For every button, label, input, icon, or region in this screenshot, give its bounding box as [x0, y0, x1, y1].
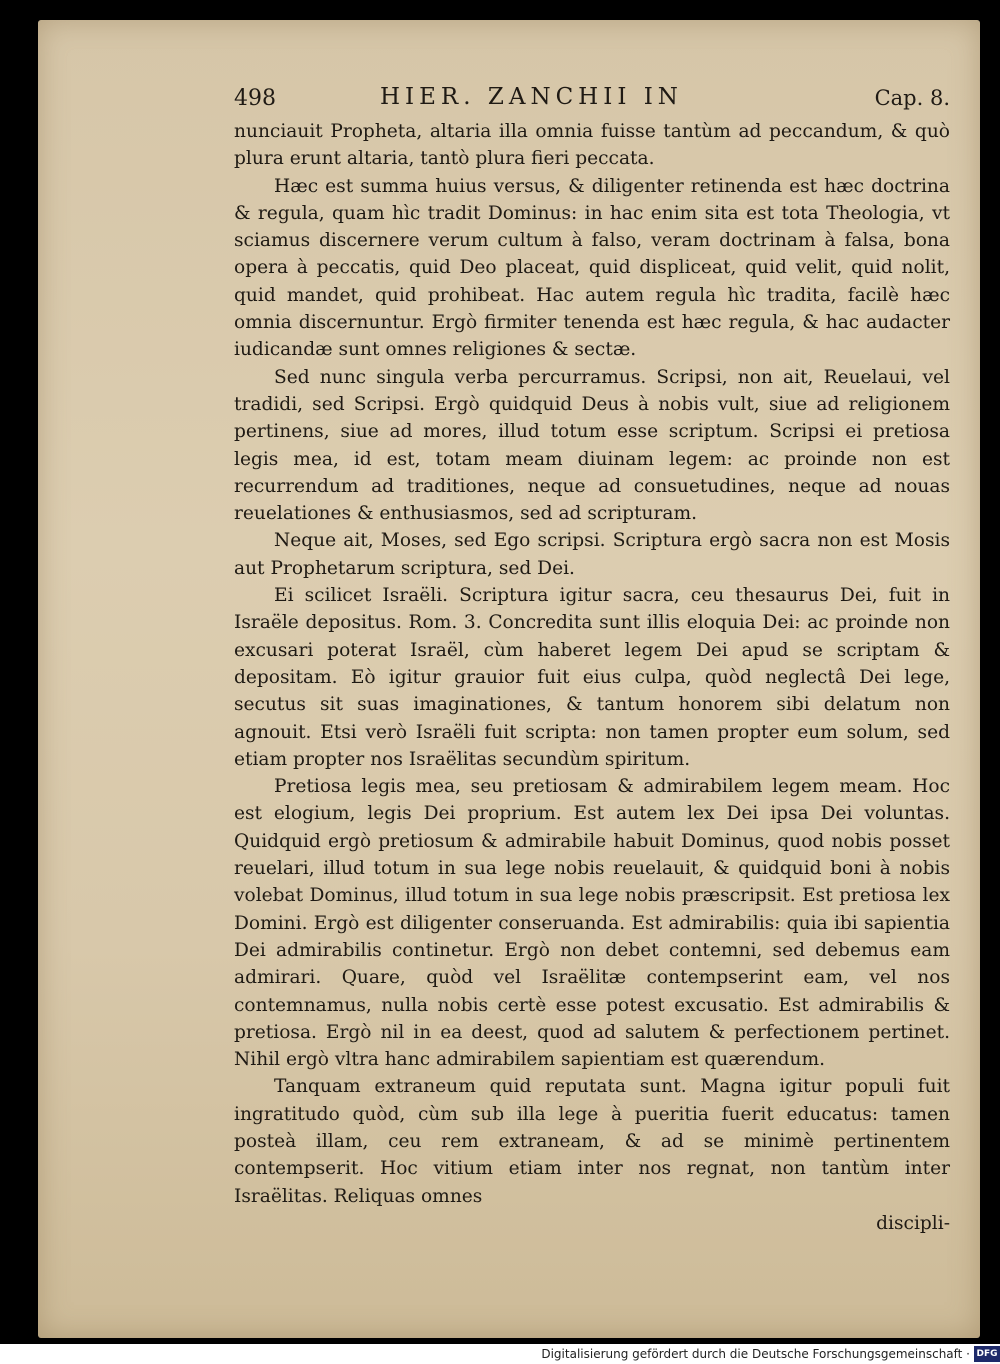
- funding-credit: Digitalisierung gefördert durch die Deutsche Forschungsgemeinschaft ·: [541, 1347, 970, 1361]
- catchword: discipli-: [876, 1212, 950, 1234]
- paragraph: nunciauit Propheta, altaria illa omnia fuisse tantùm ad peccandum, & quò plura erunt altaria, tantò plura fieri peccata.: [234, 121, 950, 170]
- paragraph: Ei scilicet Israëli. Scriptura igitur sacra, ceu thesaurus Dei, fuit in Israële depositus. Rom. 3. Concredita sunt illis eloquia Dei: ac proinde non excusari poterat Israël, cùm haberet legem Dei apud se scriptam & depositam. Eò igitur grauior fuit eius culpa, quòd neglectâ Dei lege, secutus sit suas imaginationes, & tantum honorem sibi delatum non agnouit. Etsi verò Israëli fuit scripta: non tamen propter eum solum, sed etiam propter nos Israëlitas secundùm spiritum.: [234, 585, 950, 770]
- running-head: [234, 84, 950, 118]
- dfg-logo: DFG: [974, 1346, 1000, 1362]
- digitization-footer: [0, 1344, 1000, 1364]
- running-title: HIER. ZANCHII IN: [380, 84, 683, 110]
- paragraph: Tanquam extraneum quid reputata sunt. Magna igitur populi fuit ingratitudo quòd, cùm sub illa lege à pueritia fuerit educatus: tamen posteà illam, ceu rem extraneam, & ad se minimè pertinentem contempserit. Hoc vitium etiam inter nos regnat, non tantùm inter Israëlitas. Reliquas omnes: [234, 1076, 950, 1207]
- paragraph: Sed nunc singula verba percurramus. Scripsi, non ait, Reuelaui, vel tradidi, sed Scripsi. Ergò quidquid Deus à nobis vult, siue ad religionem pertinens, siue ad mores, illud totum esse scriptum. Scripsi ei pretiosa legis mea, id est, totam meam diuinam legem: ac proinde non est recurrendum ad traditiones, neque ad consuetudines, neque ad nouas reuelationes & enthusiasmos, sed ad scripturam.: [234, 366, 950, 525]
- body-text: [234, 118, 950, 1210]
- paragraph: Pretiosa legis mea, seu pretiosam & admirabilem legem meam. Hoc est elogium, legis Dei proprium. Est autem lex Dei ipsa Dei voluntas. Quidquid ergò pretiosum & admirabile habuit Dominus, quod nobis posset reuelari, illud totum in sua lege nobis reuelauit, & quidquid boni à nobis volebat Dominus, illud totum in sua lege nobis præscripsit. Est pretiosa lex Domini. Ergò est diligenter conseruanda. Est admirabilis: quia ibi sapientia Dei admirabilis continetur. Ergò non debet contemni, sed debemus eam admirari. Quare, quòd vel Israëlitæ contempserint eam, vel nos contemnamus, nulla nobis certè esse potest excusatio. Est admirabilis & pretiosa. Ergò nil in ea deest, quod ad salutem & perfectionem pertinet. Nihil ergò vltra hanc admirabilem sapientiam est quærendum.: [234, 776, 950, 1071]
- page-number: 498: [234, 86, 276, 111]
- book-page: [38, 20, 980, 1338]
- page-content: [234, 84, 950, 1237]
- paragraph: Neque ait, Moses, sed Ego scripsi. Scriptura ergò sacra non est Mosis aut Prophetarum scriptura, sed Dei.: [234, 530, 950, 579]
- chapter-label: Cap. 8.: [874, 86, 950, 110]
- paragraph: Hæc est summa huius versus, & diligenter retinenda est hæc doctrina & regula, quam hìc tradit Dominus: in hac enim sita est tota Theologia, vt sciamus discernere verum cultum à falso, veram doctrinam à falsa, bona opera à peccatis, quid Deo placeat, quid displiceat, quid velit, quid nolit, quid mandet, quid prohibeat. Hac autem regula hìc tradita, facilè hæc omnia discernuntur. Ergò firmiter tenenda est hæc regula, & hac audacter iudicandæ sunt omnes religiones & sectæ.: [234, 175, 950, 361]
